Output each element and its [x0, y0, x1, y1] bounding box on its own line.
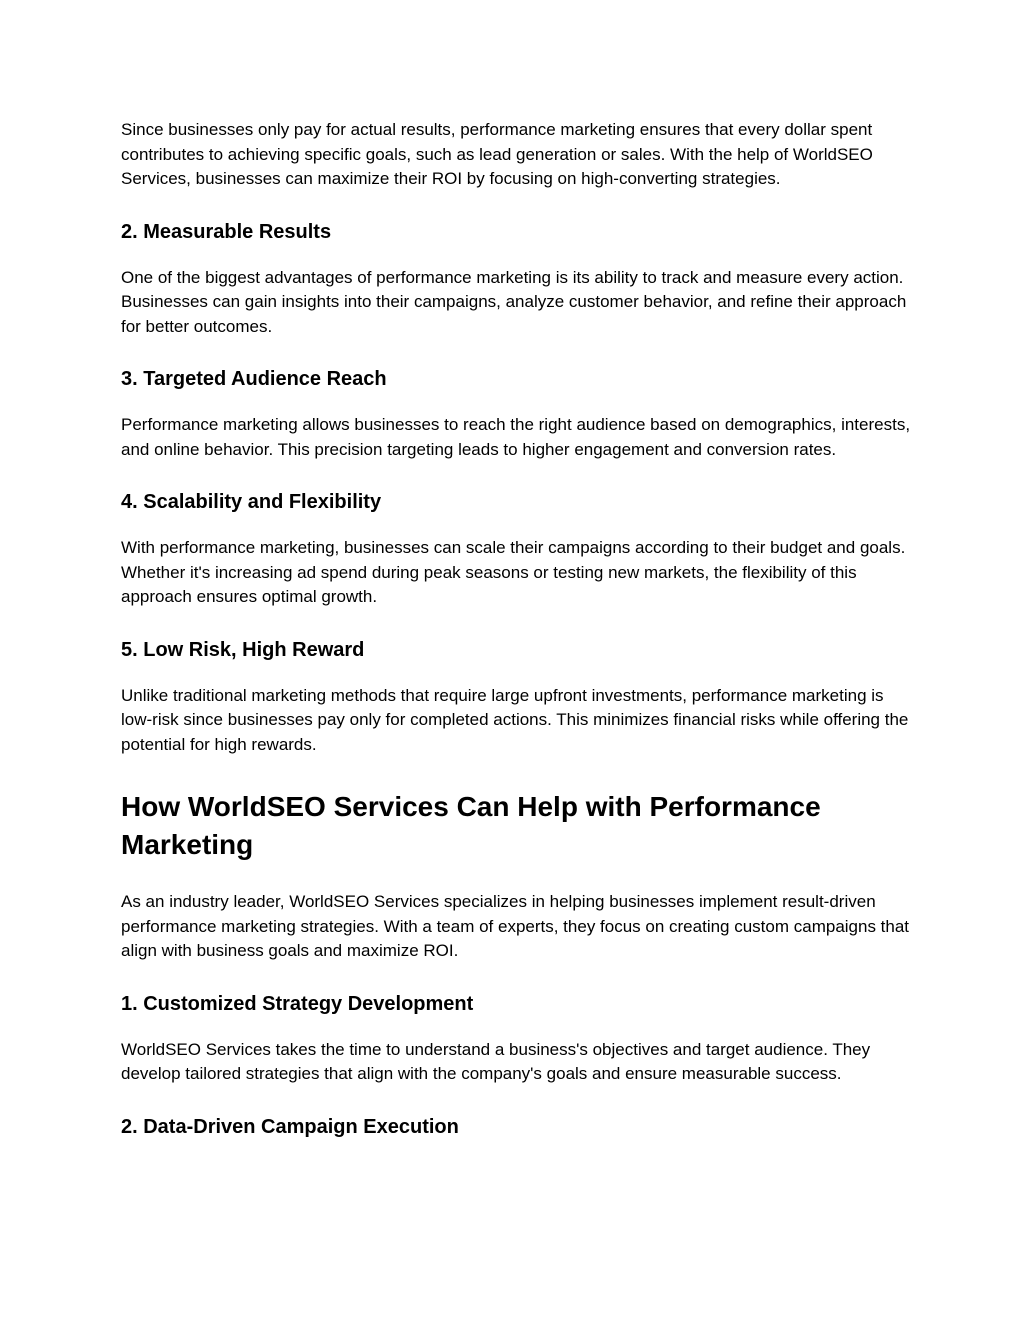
paragraph-measurable-results: One of the biggest advantages of performance marketing is its ability to track and measure every action. Businesses can gain insights into their campaigns, analyze customer behavior, and refine their approach for better outcomes.	[121, 267, 907, 336]
heading-scalability: 4. Scalability and Flexibility	[121, 491, 382, 513]
document-page	[121, 118, 911, 1161]
heading-targeted-audience: 3. Targeted Audience Reach	[121, 368, 387, 390]
paragraph-customized-strategy: WorldSEO Services takes the time to understand a business's objectives and target audience. They develop tailored strategies that align with the company's goals and ensure measurable success.	[121, 1039, 871, 1083]
section-intro-paragraph: As an industry leader, WorldSEO Services specializes in helping businesses implement result-driven performance marketing strategies. With a team of experts, they focus on creating custom campaigns that align with business goals and maximize ROI.	[121, 892, 910, 960]
heading-low-risk: 5. Low Risk, High Reward	[121, 638, 365, 661]
paragraph-low-risk: Unlike traditional marketing methods that require large upfront investments, performance marketing is low-risk since businesses pay only for completed actions. This minimizes financial risks while offering the potential for high rewards.	[121, 685, 909, 754]
paragraph-scalability: With performance marketing, businesses can scale their campaigns according to their budget and goals. Whether it's increasing ad spend during peak seasons or testing new markets, the flexibility of this approach ensures optimal growth.	[121, 538, 906, 606]
section-title: How WorldSEO Services Can Help with Performance Marketing	[121, 791, 821, 860]
heading-customized-strategy: 1. Customized Strategy Development	[121, 992, 474, 1015]
heading-measurable-results: 2. Measurable Results	[121, 220, 332, 243]
intro-paragraph: Since businesses only pay for actual results, performance marketing ensures that every dollar spent contributes to achieving specific goals, such as lead generation or sales. With the help of WorldSEO Services, businesses can maximize their ROI by focusing on high-converting strategies.	[121, 120, 873, 188]
heading-data-driven-execution: 2. Data-Driven Campaign Execution	[121, 1115, 459, 1138]
paragraph-targeted-audience: Performance marketing allows businesses to reach the right audience based on demographics, interests, and online behavior. This precision targeting leads to higher engagement and conversion rates.	[121, 415, 911, 459]
